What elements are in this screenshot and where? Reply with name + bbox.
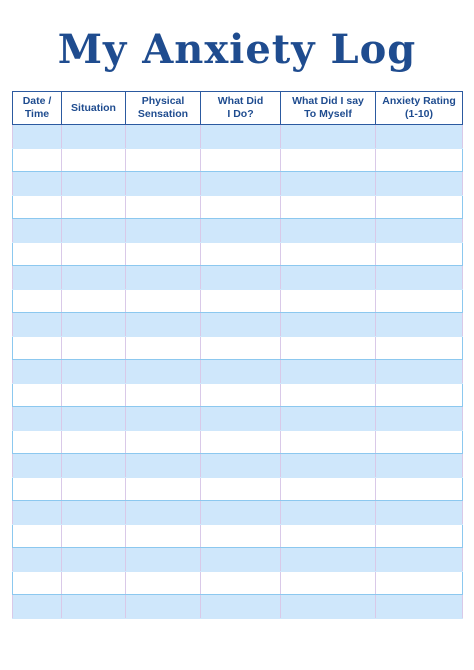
cell-what-did-i-do[interactable] <box>201 430 281 454</box>
cell-physical-sensation[interactable] <box>126 148 201 172</box>
cell-situation[interactable] <box>62 289 126 313</box>
table-row <box>13 407 463 431</box>
cell-anxiety-rating[interactable] <box>376 289 463 313</box>
header-situation: Situation <box>62 92 126 125</box>
table-row <box>13 125 463 149</box>
cell-anxiety-rating[interactable] <box>376 172 463 196</box>
cell-what-did-i-do[interactable] <box>201 454 281 478</box>
cell-date-time[interactable] <box>13 172 62 196</box>
cell-what-did-i-do[interactable] <box>201 219 281 243</box>
cell-what-did-i-say[interactable] <box>281 313 376 337</box>
table-row <box>13 219 463 243</box>
cell-what-did-i-do[interactable] <box>201 595 281 619</box>
cell-what-did-i-say[interactable] <box>281 383 376 407</box>
cell-anxiety-rating[interactable] <box>376 501 463 525</box>
cell-what-did-i-do[interactable] <box>201 195 281 219</box>
cell-anxiety-rating[interactable] <box>376 571 463 595</box>
cell-what-did-i-say[interactable] <box>281 242 376 266</box>
cell-what-did-i-say[interactable] <box>281 336 376 360</box>
table-row <box>13 242 463 266</box>
page-title: My Anxiety Log <box>57 26 417 73</box>
cell-physical-sensation[interactable] <box>126 571 201 595</box>
cell-situation[interactable] <box>62 219 126 243</box>
cell-physical-sensation[interactable] <box>126 407 201 431</box>
cell-what-did-i-do[interactable] <box>201 407 281 431</box>
cell-date-time[interactable] <box>13 242 62 266</box>
cell-what-did-i-do[interactable] <box>201 313 281 337</box>
cell-date-time[interactable] <box>13 407 62 431</box>
cell-anxiety-rating[interactable] <box>376 313 463 337</box>
cell-anxiety-rating[interactable] <box>376 430 463 454</box>
cell-what-did-i-say[interactable] <box>281 571 376 595</box>
cell-physical-sensation[interactable] <box>126 477 201 501</box>
cell-physical-sensation[interactable] <box>126 195 201 219</box>
cell-what-did-i-do[interactable] <box>201 524 281 548</box>
table-row <box>13 383 463 407</box>
cell-physical-sensation[interactable] <box>126 524 201 548</box>
table-row <box>13 313 463 337</box>
cell-what-did-i-say[interactable] <box>281 454 376 478</box>
header-anxiety-rating: Anxiety Rating (1-10) <box>376 92 463 125</box>
table-row <box>13 477 463 501</box>
cell-situation[interactable] <box>62 383 126 407</box>
cell-anxiety-rating[interactable] <box>376 477 463 501</box>
cell-situation[interactable] <box>62 548 126 572</box>
cell-date-time[interactable] <box>13 430 62 454</box>
cell-date-time[interactable] <box>13 360 62 384</box>
cell-physical-sensation[interactable] <box>126 219 201 243</box>
cell-anxiety-rating[interactable] <box>376 195 463 219</box>
cell-what-did-i-do[interactable] <box>201 571 281 595</box>
cell-physical-sensation[interactable] <box>126 172 201 196</box>
cell-date-time[interactable] <box>13 383 62 407</box>
cell-anxiety-rating[interactable] <box>376 595 463 619</box>
cell-what-did-i-do[interactable] <box>201 125 281 149</box>
cell-date-time[interactable] <box>13 195 62 219</box>
cell-anxiety-rating[interactable] <box>376 336 463 360</box>
header-what-did-i-do: What Did I Do? <box>201 92 281 125</box>
cell-what-did-i-say[interactable] <box>281 430 376 454</box>
table-row <box>13 430 463 454</box>
cell-what-did-i-do[interactable] <box>201 289 281 313</box>
cell-anxiety-rating[interactable] <box>376 148 463 172</box>
table-row <box>13 195 463 219</box>
cell-physical-sensation[interactable] <box>126 454 201 478</box>
table-row <box>13 336 463 360</box>
cell-what-did-i-say[interactable] <box>281 195 376 219</box>
cell-situation[interactable] <box>62 454 126 478</box>
cell-situation[interactable] <box>62 195 126 219</box>
table-row <box>13 571 463 595</box>
cell-anxiety-rating[interactable] <box>376 524 463 548</box>
cell-situation[interactable] <box>62 266 126 290</box>
cell-what-did-i-say[interactable] <box>281 125 376 149</box>
table-row <box>13 289 463 313</box>
cell-situation[interactable] <box>62 407 126 431</box>
cell-what-did-i-say[interactable] <box>281 360 376 384</box>
cell-what-did-i-do[interactable] <box>201 548 281 572</box>
cell-what-did-i-say[interactable] <box>281 266 376 290</box>
cell-what-did-i-say[interactable] <box>281 524 376 548</box>
cell-date-time[interactable] <box>13 125 62 149</box>
cell-anxiety-rating[interactable] <box>376 125 463 149</box>
cell-what-did-i-say[interactable] <box>281 501 376 525</box>
cell-date-time[interactable] <box>13 289 62 313</box>
cell-situation[interactable] <box>62 313 126 337</box>
cell-what-did-i-say[interactable] <box>281 172 376 196</box>
cell-physical-sensation[interactable] <box>126 430 201 454</box>
cell-situation[interactable] <box>62 430 126 454</box>
header-what-did-i-say: What Did I say To Myself <box>281 92 376 125</box>
cell-anxiety-rating[interactable] <box>376 548 463 572</box>
cell-what-did-i-say[interactable] <box>281 407 376 431</box>
table-row <box>13 548 463 572</box>
table-row <box>13 595 463 619</box>
cell-physical-sensation[interactable] <box>126 313 201 337</box>
cell-physical-sensation[interactable] <box>126 242 201 266</box>
cell-date-time[interactable] <box>13 336 62 360</box>
cell-physical-sensation[interactable] <box>126 548 201 572</box>
table-row <box>13 172 463 196</box>
cell-physical-sensation[interactable] <box>126 289 201 313</box>
anxiety-log-table <box>12 91 463 619</box>
cell-physical-sensation[interactable] <box>126 336 201 360</box>
cell-situation[interactable] <box>62 571 126 595</box>
cell-what-did-i-do[interactable] <box>201 383 281 407</box>
cell-anxiety-rating[interactable] <box>376 383 463 407</box>
cell-date-time[interactable] <box>13 595 62 619</box>
cell-situation[interactable] <box>62 360 126 384</box>
cell-date-time[interactable] <box>13 266 62 290</box>
cell-what-did-i-say[interactable] <box>281 477 376 501</box>
header-physical-sensation: Physical Sensation <box>126 92 201 125</box>
cell-physical-sensation[interactable] <box>126 125 201 149</box>
cell-date-time[interactable] <box>13 454 62 478</box>
table-body <box>13 125 463 619</box>
cell-what-did-i-say[interactable] <box>281 289 376 313</box>
cell-situation[interactable] <box>62 172 126 196</box>
cell-physical-sensation[interactable] <box>126 595 201 619</box>
table-row <box>13 148 463 172</box>
header-date-time: Date / Time <box>13 92 62 125</box>
cell-anxiety-rating[interactable] <box>376 360 463 384</box>
cell-situation[interactable] <box>62 524 126 548</box>
cell-situation[interactable] <box>62 242 126 266</box>
cell-physical-sensation[interactable] <box>126 360 201 384</box>
cell-date-time[interactable] <box>13 477 62 501</box>
cell-what-did-i-do[interactable] <box>201 477 281 501</box>
cell-date-time[interactable] <box>13 548 62 572</box>
cell-situation[interactable] <box>62 595 126 619</box>
cell-date-time[interactable] <box>13 501 62 525</box>
cell-physical-sensation[interactable] <box>126 383 201 407</box>
cell-what-did-i-say[interactable] <box>281 595 376 619</box>
cell-what-did-i-say[interactable] <box>281 219 376 243</box>
cell-anxiety-rating[interactable] <box>376 454 463 478</box>
cell-anxiety-rating[interactable] <box>376 219 463 243</box>
cell-date-time[interactable] <box>13 524 62 548</box>
cell-physical-sensation[interactable] <box>126 266 201 290</box>
table-row <box>13 454 463 478</box>
cell-date-time[interactable] <box>13 148 62 172</box>
cell-what-did-i-do[interactable] <box>201 242 281 266</box>
cell-situation[interactable] <box>62 477 126 501</box>
table-row <box>13 360 463 384</box>
cell-anxiety-rating[interactable] <box>376 242 463 266</box>
table-row <box>13 524 463 548</box>
cell-physical-sensation[interactable] <box>126 501 201 525</box>
cell-situation[interactable] <box>62 336 126 360</box>
cell-date-time[interactable] <box>13 571 62 595</box>
cell-what-did-i-do[interactable] <box>201 266 281 290</box>
cell-situation[interactable] <box>62 501 126 525</box>
cell-what-did-i-do[interactable] <box>201 501 281 525</box>
cell-date-time[interactable] <box>13 313 62 337</box>
cell-what-did-i-say[interactable] <box>281 148 376 172</box>
cell-situation[interactable] <box>62 148 126 172</box>
cell-what-did-i-do[interactable] <box>201 336 281 360</box>
table-header-row <box>13 92 463 125</box>
table-row <box>13 501 463 525</box>
cell-what-did-i-do[interactable] <box>201 148 281 172</box>
table-row <box>13 266 463 290</box>
cell-what-did-i-do[interactable] <box>201 360 281 384</box>
cell-anxiety-rating[interactable] <box>376 266 463 290</box>
cell-anxiety-rating[interactable] <box>376 407 463 431</box>
cell-date-time[interactable] <box>13 219 62 243</box>
cell-what-did-i-say[interactable] <box>281 548 376 572</box>
cell-situation[interactable] <box>62 125 126 149</box>
cell-what-did-i-do[interactable] <box>201 172 281 196</box>
